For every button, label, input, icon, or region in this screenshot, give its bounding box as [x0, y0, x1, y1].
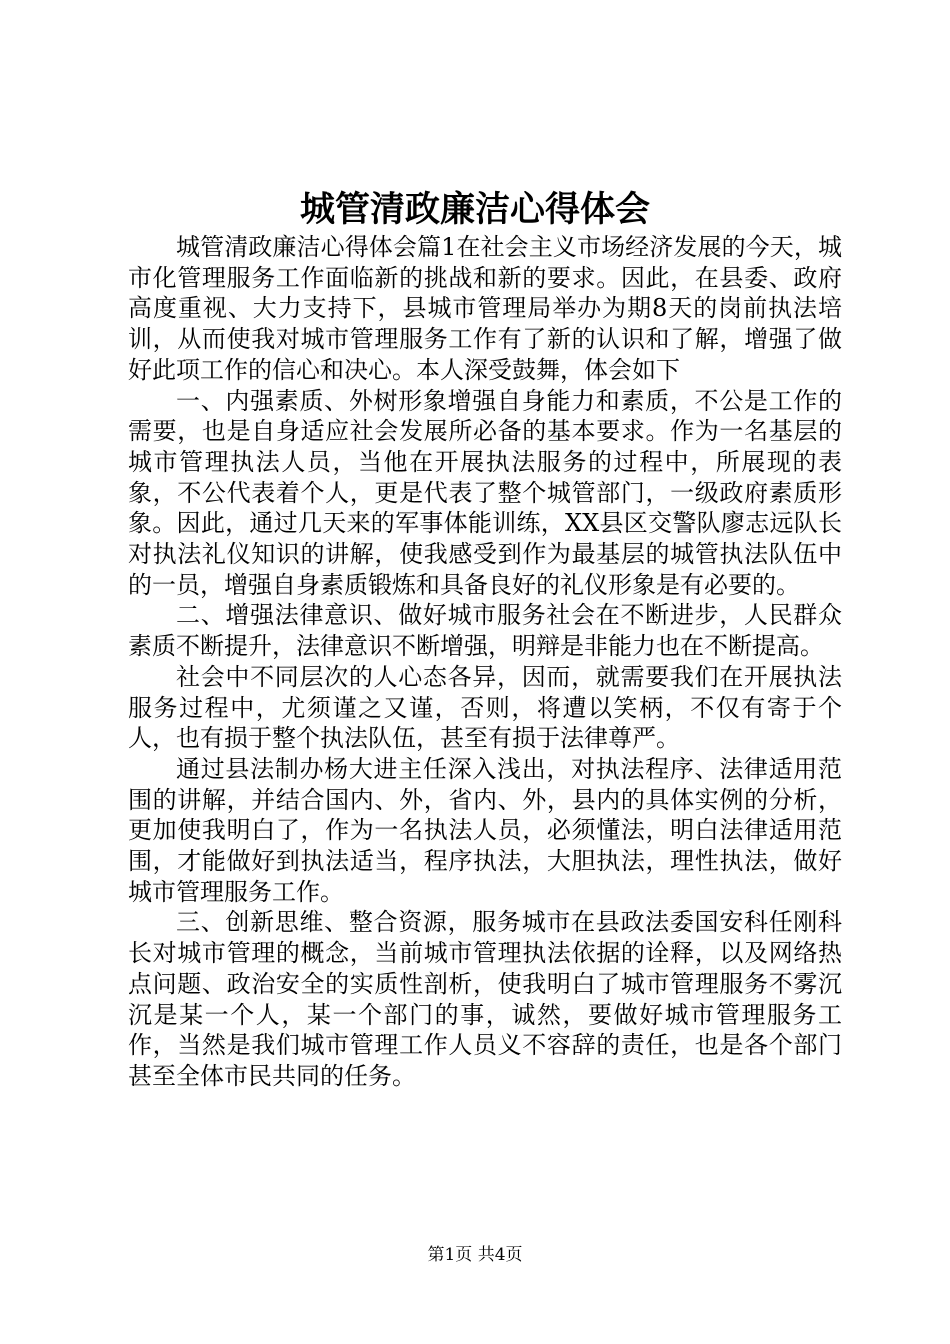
document-title: 城管清政廉洁心得体会: [299, 189, 650, 230]
paragraph-social-attitudes: 社会中不同层次的人心态各异，因而，就需要我们在开展执法服务过程中，尤须谨之又谨，否则，将遭以笑柄，不仅有寄于个人，也有损于整个执法队伍，甚至有损于法律尊严。: [128, 662, 842, 753]
page-number-footer: 第1页 共4页: [427, 1245, 523, 1265]
paragraph-section-1: 一、内强素质、外树形象增强自身能力和素质，不公是工作的需要，也是自身适应社会发展所必备的基本要求。作为一名基层的城市管理执法人员，当他在开展执法服务的过程中，所展现的表象，不公代表着个人，更是代表了整个城管部门，一级政府素质形象。因此，通过几天来的军事体能训练，XX县区交警队廖志远队长对执法礼仪知识的讲解，使我感受到作为最基层的城管执法队伍中的一员，增强自身素质锻炼和具备良好的礼仪形象是有必要的。: [128, 386, 842, 599]
paragraph-intro: 城管清政廉洁心得体会篇1在社会主义市场经济发展的今天，城市化管理服务工作面临新的挑战和新的要求。因此，在县委、政府高度重视、大力支持下，县城市管理局举办为期8天的岗前执法培训，从而使我对城市管理服务工作有了新的认识和了解，增强了做好此项工作的信心和决心。本人深受鼓舞，体会如下: [128, 233, 842, 384]
paragraph-section-2: 二、增强法律意识、做好城市服务社会在不断进步，人民群众素质不断提升，法律意识不断增强，明辩是非能力也在不断提高。: [128, 601, 842, 661]
paragraph-section-3: 三、创新思维、整合资源，服务城市在县政法委国安科任刚科长对城市管理的概念，当前城市管理执法依据的诠释，以及网络热点问题、政治安全的实质性剖析，使我明白了城市管理服务不雾沉沉是某一个人，某一个部门的事，诚然，要做好城市管理服务工作，当然是我们城市管理工作人员义不容辞的责任，也是各个部门甚至全体市民共同的任务。: [128, 908, 842, 1090]
document-body: [128, 232, 842, 1092]
paragraph-legal-training: 通过县法制办杨大进主任深入浅出，对执法程序、法律适用范围的讲解，并结合国内、外，省内、外，县内的具体实例的分析，更加使我明白了，作为一名执法人员，必须懂法，明白法律适用范围，才能做好到执法适当，程序执法，大胆执法，理性执法，做好城市管理服务工作。: [128, 754, 842, 906]
